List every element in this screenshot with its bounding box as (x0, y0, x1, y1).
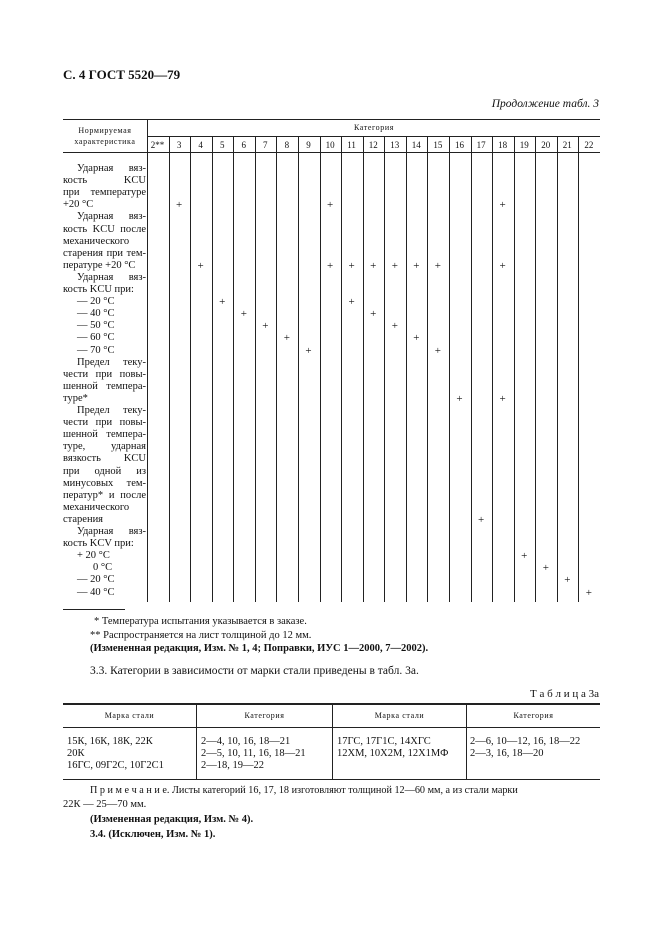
paragraph-3-3: 3.3. Категории в зависимости от марки стали приведены в табл. 3а. (90, 665, 419, 677)
category-number: 15 (433, 140, 443, 150)
t3a-steel-3: 16ГС, 09Г2С, 10Г2С1 (67, 760, 164, 771)
category-number: 10 (325, 140, 335, 150)
t3a-category-2: 2—5, 10, 11, 16, 18—21 (201, 748, 306, 759)
table-3 (63, 119, 600, 602)
row-label-line: механического (63, 501, 130, 513)
category-number: 7 (263, 140, 268, 150)
note-line-1: П р и м е ч а н и е. Листы категорий 16, 17, 18 изготовляют толщиной 12—60 мм, а из стали марки (90, 785, 518, 796)
table-mark-plus: + (521, 550, 528, 563)
row-label-line: — 20 °C (77, 296, 115, 308)
row-label-line: Предел теку- (77, 405, 146, 416)
table-mark-plus: + (434, 344, 441, 357)
col-separator (557, 136, 558, 602)
col-separator (233, 136, 234, 602)
paragraph-3-4-text: 3.4. (Исключен, Изм. № 1). (90, 829, 216, 840)
table-3a-caption: Т а б л и ц а 3а (530, 688, 599, 700)
col-separator (255, 136, 256, 602)
t3a-steel-5: 12ХМ, 10Х2М, 12Х1МФ (337, 748, 449, 759)
row-label-line: чести при повы- (63, 368, 146, 380)
col-separator (535, 136, 536, 602)
table-mark-plus: + (348, 259, 355, 272)
table-mark-plus: + (240, 308, 247, 321)
table-mark-plus: + (542, 562, 549, 575)
row-label-line: старения при тем- (63, 247, 146, 259)
category-number: 16 (455, 140, 464, 150)
category-number: 3 (176, 140, 182, 150)
table-continuation-label: Продолжение табл. 3 (491, 98, 599, 110)
t3a-header-category-1: Категория (244, 711, 285, 720)
table-mark-plus: + (391, 320, 398, 333)
table-mark-plus: + (391, 259, 398, 272)
col-separator (341, 136, 342, 602)
table-mark-plus: + (197, 259, 204, 272)
table-mark-plus: + (499, 259, 506, 272)
row-label-line: ператур* и после (63, 489, 146, 501)
row-label-line: чести при повы- (63, 417, 146, 429)
table-mark-plus: + (370, 259, 377, 272)
note-line-2: 22К — 25—70 мм. (63, 799, 147, 810)
table-mark-plus: + (564, 574, 571, 587)
t3a-header-steel-2: Марка стали (374, 711, 425, 720)
col-separator (427, 136, 428, 602)
table-mark-plus: + (434, 259, 441, 272)
row-label-line: кость KCU после (63, 223, 146, 235)
table-mark-plus: + (499, 392, 506, 405)
category-number: 14 (411, 140, 421, 150)
category-number: 6 (241, 140, 247, 150)
t3a-steel-1: 15К, 16К, 18К, 22К (67, 736, 153, 747)
row-label-line: кость KCU (63, 175, 146, 187)
table-mark-plus: + (499, 199, 506, 212)
row-label-line: — 50 °C (77, 320, 115, 332)
t3a-category-1: 2—4, 10, 16, 18—21 (201, 736, 291, 747)
col-separator (363, 136, 364, 602)
table-mark-plus: + (283, 332, 290, 345)
category-number: 9 (306, 140, 311, 150)
row-label-line: вязкость KCU (63, 453, 146, 465)
row-label-line: Ударная вяз- (77, 211, 146, 223)
row-label-line: — 60 °C (77, 332, 115, 344)
category-number: 21 (562, 140, 572, 150)
row-label-line: шенной темпера- (63, 429, 146, 441)
table-mark-plus: + (175, 199, 183, 212)
row-label-line: — 40 °C (77, 586, 115, 598)
footnote-2: ** Распространяется на лист толщиной до 12 мм. (90, 630, 312, 641)
paragraph-3-4 (90, 829, 215, 840)
row-label-line: кость KCU при: (63, 284, 134, 295)
table-mark-plus: + (370, 308, 377, 321)
table-mark-plus: + (305, 344, 312, 357)
footnote-edit-note: (Измененная редакция, Изм. № 1, 4; Поправки, ИУС 1—2000, 7—2002). (90, 643, 429, 654)
table-mark-plus: + (477, 513, 485, 526)
category-number: 4 (198, 140, 203, 150)
t3a-category-4: 2—6, 10—12, 16, 18—22 (470, 736, 581, 747)
col-separator (298, 136, 299, 602)
col-separator (212, 136, 213, 602)
row-label-line: туре* (63, 392, 88, 404)
table-mark-plus: + (326, 259, 334, 272)
col-separator (384, 136, 385, 602)
category-number: 13 (390, 140, 400, 150)
row-label-line: 0 °C (93, 562, 113, 574)
col-separator (406, 136, 407, 602)
category-number: 5 (219, 140, 225, 150)
t3a-steel-4: 17ГС, 17Г1С, 14ХГС (337, 736, 431, 747)
row-label-line: Ударная вяз- (77, 163, 146, 174)
row-label-line: — 20 °C (77, 574, 115, 586)
row-label-line: туре, ударная (63, 441, 146, 453)
category-number: 22 (584, 140, 594, 150)
col-separator (471, 136, 472, 602)
table-mark-plus: + (348, 296, 355, 309)
row-label-line: шенной темпера- (63, 380, 146, 392)
table-mark-plus: + (413, 332, 420, 345)
table-mark-plus: + (456, 392, 463, 405)
category-number: 20 (541, 140, 551, 150)
category-number: 19 (519, 140, 529, 150)
col-header-characteristic: Нормируемая характеристика (74, 126, 136, 146)
table-3a (63, 703, 600, 780)
row-label-line: при одной из (63, 465, 146, 477)
col-separator (514, 136, 515, 602)
col-separator (276, 136, 277, 602)
t3a-header-steel-1: Марка стали (104, 711, 155, 720)
row-label-line: пературе +20 °C (63, 259, 136, 271)
t3a-header-category-2: Категория (513, 711, 554, 720)
row-label-line: Предел теку- (77, 356, 146, 368)
page-header: С. 4 ГОСТ 5520—79 (63, 67, 181, 82)
row-label-line: механического (63, 235, 130, 247)
row-label-line: минусовых тем- (63, 477, 146, 489)
t3a-steel-2: 20К (67, 748, 85, 759)
category-number: 12 (368, 140, 378, 150)
footnote-separator (63, 609, 125, 610)
table-mark-plus: + (585, 586, 592, 599)
category-number: 18 (498, 140, 508, 150)
t3a-category-5: 2—3, 16, 18—20 (470, 748, 544, 759)
table-mark-plus: + (413, 259, 420, 272)
table-mark-plus: + (262, 320, 269, 333)
row-label-line: — 40 °C (77, 308, 115, 320)
row-label-line: кость KCV при: (63, 538, 134, 550)
edit-note-4: (Измененная редакция, Изм. № 4). (90, 814, 254, 825)
group-header-category: Категория (353, 123, 395, 132)
category-number: 11 (347, 140, 356, 150)
table-mark-plus: + (219, 296, 226, 309)
row-label-line: — 70 °C (77, 344, 115, 356)
category-number: 8 (284, 140, 290, 150)
col-separator (449, 136, 450, 602)
table-mark-plus: + (326, 199, 334, 212)
col-separator (190, 136, 191, 602)
row-label-line: Ударная вяз- (77, 271, 146, 283)
category-number: 2** (150, 140, 165, 150)
col-separator (578, 136, 579, 602)
row-label-line: +20 °C (63, 199, 94, 211)
footnote-1: * Температура испытания указывается в заказе. (94, 616, 307, 627)
row-label-line: + 20 °C (77, 550, 110, 562)
row-label-line: старения (63, 513, 104, 525)
row-label-line: Ударная вяз- (77, 526, 146, 537)
category-number: 17 (476, 140, 486, 150)
t3a-category-3: 2—18, 19—22 (201, 760, 264, 771)
row-label-line: при температуре (63, 187, 146, 199)
